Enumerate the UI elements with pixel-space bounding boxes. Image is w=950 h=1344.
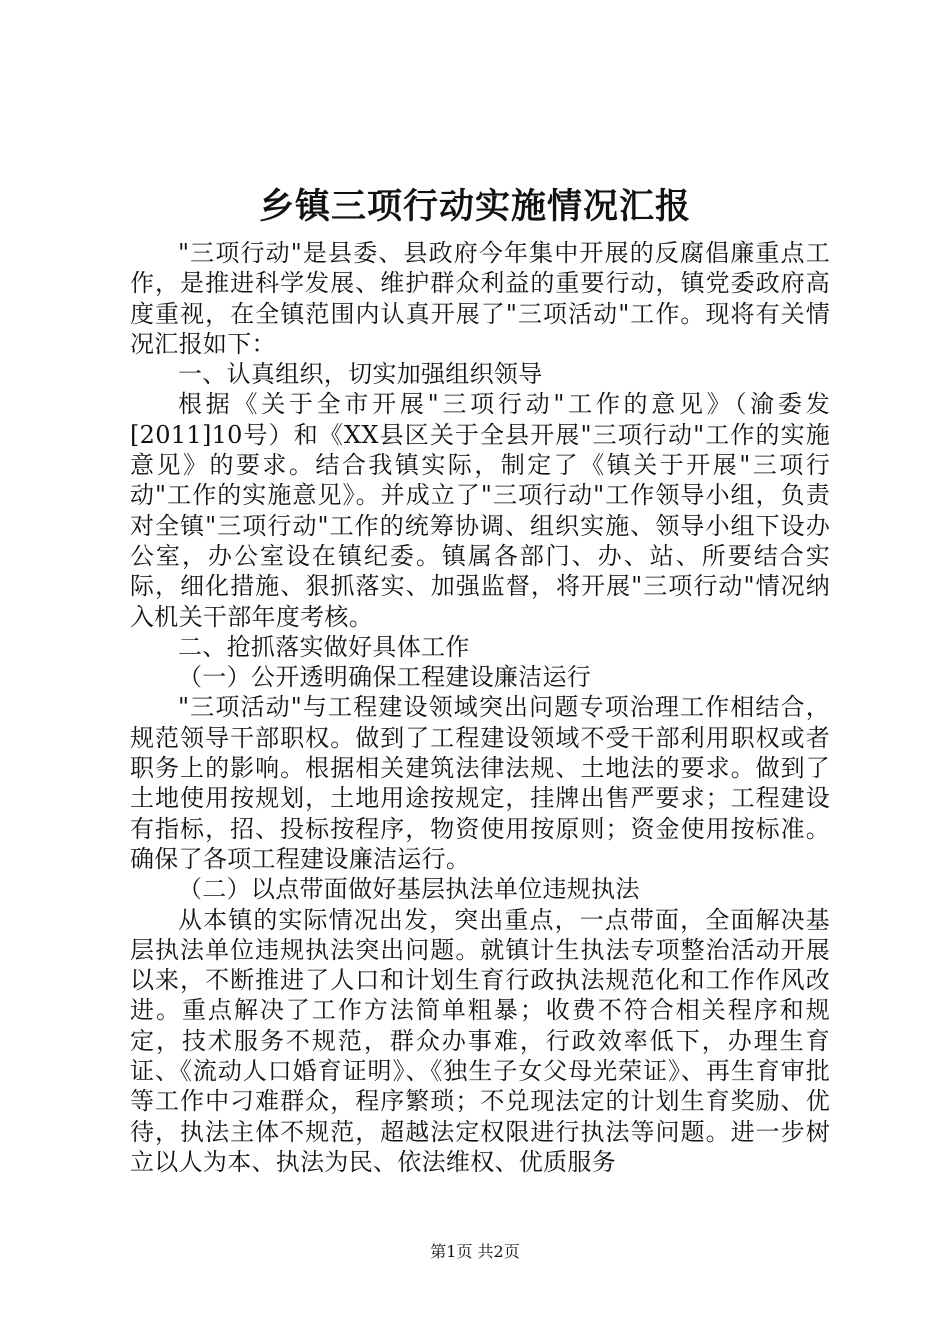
section-heading-1: 一、认真组织，切实加强组织领导 — [178, 360, 543, 389]
subsection-2-paragraph: 从本镇的实际情况出发，突出重点，一点带面，全面解决基层执法单位违规执法突出问题。就镇计生执法专项整治活动开展以来，不断推进了人口和计划生育行政执法规范化和工作作风改进。重点解决了工作方法简单粗暴；收费不符合相关程序和规定，技术服务不规范，群众办事难，行政效率低下，办理生育证、《流动人口婚育证明》、《独生子女父母光荣证》、再生育审批等工作中刁难群众，程序繁琐；不兑现法定的计划生育奖励、优待，执法主体不规范，超越法定权限进行执法等问题。进一步树立以人为本、执法为民、依法维权、优质服务 — [130, 905, 830, 1176]
subsection-heading-1: （一）公开透明确保工程建设廉洁运行 — [178, 663, 592, 692]
section-heading-2: 二、抢抓落实做好具体工作 — [178, 632, 470, 661]
document-body — [130, 238, 830, 1177]
document-title: 乡镇三项行动实施情况汇报 — [258, 186, 691, 227]
page-number-footer: 第1页 共2页 — [430, 1242, 520, 1261]
subsection-1-paragraph: "三项活动"与工程建设领域突出问题专项治理工作相结合，规范领导干部职权。做到了工程建设领域不受干部利用职权或者职务上的影响。根据相关建筑法律法规、土地法的要求。做到了土地使用按规划，土地用途按规定，挂牌出售严要求；工程建设有指标，招、投标按程序，物资使用按原则；资金使用按标准。确保了各项工程建设廉洁运行。 — [130, 693, 830, 873]
intro-paragraph: "三项行动"是县委、县政府今年集中开展的反腐倡廉重点工作，是推进科学发展、维护群众利益的重要行动，镇党委政府高度重视，在全镇范围内认真开展了"三项活动"工作。现将有关情况汇报如下： — [130, 239, 830, 358]
section-1-paragraph: 根据《关于全市开展"三项行动"工作的意见》（渝委发[2011]10号）和《XX县区关于全县开展"三项行动"工作的实施意见》的要求。结合我镇实际，制定了《镇关于开展"三项行动"工作的实施意见》。并成立了"三项行动"工作领导小组，负责对全镇"三项行动"工作的统筹协调、组织实施、领导小组下设办公室，办公室设在镇纪委。镇属各部门、办、站、所要结合实际，细化措施、狠抓落实、加强监督，将开展"三项行动"情况纳入机关干部年度考核。 — [130, 390, 830, 631]
subsection-heading-2: （二）以点带面做好基层执法单位违规执法 — [178, 875, 640, 904]
